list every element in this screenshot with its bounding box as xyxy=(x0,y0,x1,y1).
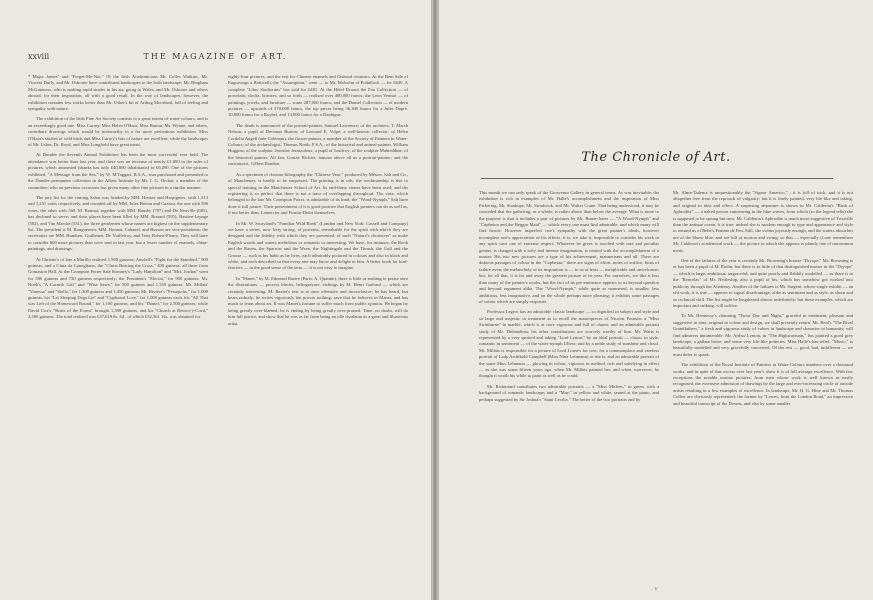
paragraph: Mr. Richmond contributes two admirable portraits — a "Miss Mirlees," in green, with a background of romantic landscape; and a "May," in yellow and white, seated at the piano, and perhaps suggested by Sir Joshua's "Saint Cecilia." The better of the two portraits and by xyxy=(479,383,659,402)
left-column-2 xyxy=(228,74,408,331)
paragraph: Professor Legros has an admirable classic landscape — so dignified in subject and style and so large and majestic in treatment as to recall the masterpieces of Nicolas Poussin; a "Miss Swinburne" in marble, which is at once vigorous and full of charm; and an admirable portrait study of Mr. Thibaudeau; his other contributions are scarcely worthy of him. Mr. Watts is represented by a very spirited and taking "Lord Lytton;" by an ideal portrait — classic in style, romantic in sentiment — of the water-nymph Ulfrea; and by a noble study of sunshine and cloud. Mr. Millais is responsible for a picture of Lord Lorne's for cost; for a commonplace and careless portrait of Lady Archibald Campbell (Miss Nina Lehmann) as she is; and an admirable portrait of the same Miss Lehmann — glowing in colour, vigorous in method, rich and satisfying in effect — as she was some fifteen years ago, when Mr. Millais painted her, and when, moreover, he thought it worth his while to paint as well as he could. xyxy=(479,309,659,379)
left-page xyxy=(0,0,432,600)
paragraph: Mr. Alma-Tadema is unquestionably the "Signor Americo," ; it is full of trick, and it is not altogether free from the reproach of vulgarity; but it is finely painted, very life-like and taking, and original in idea and effect. A surprising departure is shown in Mr. Calderon's "Birth of Aphrodite" — a naked person vanneuring in the blue waves, from which (so the legend tells) she is supposed to be sprung but now. Mr. Calderon's Aphrodite is much more suggestive of Trouville than the antique ocean, it is true; indeed she is modern enough to type and appearance and style to remind us of Bebe's Femme de Feu. Still, she swims joyously enough, and the waters about her are of the bluest blue, and are full of motion and swing; so that — especially if one remembers Mr. Calderon's academical work — the picture in which she appears is plainly one of uncommon merit. xyxy=(673,190,853,253)
running-head xyxy=(28,52,403,66)
page-number: v xyxy=(654,586,658,592)
paragraph: In Mr. W. Swayland's "Familiar Wild Birds" (London and New York: Cassell and Company) we have a series, now forty strong, of portraits, remarkable for the spirit with which they are designed and the fidelity with which they are presented, of such "Nature's choristers" as make English woods and waters melodious or romantic or interesting. We have, for instance, the Rook and the Raven, the Sparrow and the Wren, the Nightingale and the Thrush, the Gull and the Grouse — such is his habit as he lives, each admirably pictured in colours and also in black and white, and each described so that every one may know and delight in him. A better book for bird-fanciers — in the good sense of the term — it is not easy to imagine. xyxy=(228,220,408,271)
paragraph: * Major James" and "Forget-Me-Not." Of the Irish Academicians Mr. Colles Watkins, Mr. Vincent Duffy, and Mr. Osborne have contributed landscapes to the Irish landscape; Mr. Bingham McGuinness, who is making rapid strides in his art, going to Wales, and Mr. Osborne and others abroad, for their inspiration, all with a good result. In the way of landscapes, however, the exhibition contains few works better than Mr. Usher's bit of Arthog Moorland, full of feeling and sympathy with nature. xyxy=(28,74,208,112)
paragraph: As a specimen of chromo-lithography the "Chinese Vase," produced by Messrs. Salt and Co., of Manchester, is hardly to be surpassed. The printing is in oils; the workmanship is due to special training in the Manchester School of Art. Its end-thirty stones have been used; and the registering is so perfect that there is not a trace of overlapping throughout. The vase, which belonged to the late Mr. Crompton Potter, is admirable of its kind; the "Wood-Nymph," Salt have done it full justice. Their presentment of it is good positive that English printers can do as well as, if not better than, Lemercier and Firmin-Didot themselves. xyxy=(228,171,408,216)
running-title: THE MAGAZINE OF ART. xyxy=(143,52,288,61)
folio-number: xxviii xyxy=(28,52,50,61)
paragraph: The jury list for the coming Salon was headed by MM. Henner and Harpignies, with 1,313 and 1,251 votes respectively, and rounded off by MM. Jules Breton and Cazeau, the one with 596 votes, the other with 568. M. Bonnat, together with MM. Baudry (707) and De Neuville (683), has declined to serve; and their places have been filled by MM. Bouard (595), Bastien-Lepage (582), and Van Marcke (531), the three gentlemen whose names are highest on the supplementary list. The president is M. Bouguereau; MM. Bonnat, Cabanel, and Busson are vice-presidents; the secretaries are MM. Humbert, Guillemet, De Vuillefroy, and Tony Robert-Fleury. They will have to consider 600 more pictures than were sent in last year, but a lesser number of enamels, china-paintings, and drawings. xyxy=(28,194,208,252)
paragraph: At Christie's of late a Murillo realised 1,900 guineas; Ansdell's "Fight for the Standard," 900 guineas; and a Cima da Conegliano, the "Christ Bearing the Cross," 400 guineas: all three from Gomaston Hall. At the Crompton Potter Sale Romney's "Lady Hamilton" and "Mrs. Jordan" went for 580 guineas and 730 guineas respectively; the President's "Electra," for 900 guineas; Mr. Hook's "A Cornish Gift" and "Wise Saws," for 500 guineas and 1,550 guineas; Mr. Millais' "Vanessa" and "Stella," for 1,300 guineas and 1,450 guineas; Mr. Riviere's "Persepolis," for 1,000 guineas, his "Let Sleeping Dogs Lie" and "Cupboard Love," for 1,000 guineas each, his "All That was Left of the Homeward Bound," for 1,100 guineas, and his "Daniel," for 2,500 guineas; while David Cox's "Skirts of the Forest" brought 1,390 guineas, and his "Church at Bettws-y-Coed," 2,500 guineas. The total realised was £37,619 8s. 6d., of which £32,561 14s. was obtained for xyxy=(28,256,208,320)
paragraph: The exhibition of the Irish Fine Art Society consists to a great extent of water-colours, and is an exceedingly good one. Miss Currey, Miss Helen O'Hara, Miss Barton, Mr. Wynne, and others, contribute drawings which would be noteworthy in a far more pretentious exhibition. Miss O'Hara's studies of wild birds and Miss Currey's bits of nature are excellent; while the landscapes of Mr. Usher, Dr. Boyd, and Miss Longfield have great merit. xyxy=(28,116,208,148)
title-rule xyxy=(481,178,833,179)
chronicle-title: The Chronicle of Art. xyxy=(581,150,731,165)
paragraph: The exhibition of the Royal Institute of Painters in Water-Colours numbers over a thousand works, and in spite of this excess over last year's show it is of full average excellence. With few exceptions the notable marine pictures, from men whose work is well known as easily recognised, the extensive admission of drawings by the large and ever-increasing circle of outside artists resulting in a few examples of excellence. In landscape, Mr. H. G. Hine and Mr. Thomas Collier are obviously represented; the former by "Lewes, from the London Road," an impressive and beautiful transcript of the Downs, and also by some smaller xyxy=(673,362,853,406)
left-column-1 xyxy=(28,74,208,325)
paragraph: This month we can only speak of the Grosvenor Gallery in general terms. As was inevitable, the exhibition is rich in examples of Mr. Halle's accomplishment and the inspiration of Miss Pickering, Mr. Stanhope, Mr. Strudwick, and Mr. Walter Crane. That being understood, it may be conceded that the gathering, as a whole, is rather above than below the average. What is more to the purpose is that it includes a pair of pictures by Mr. Burne-Jones — "A Wood-Nymph" and "Cupheton and the Beggar Maid" — which every one must find admirable, and which many will find heroic. However imperfect one's sympathy with the great painter's ideals, however incomplete one's appreciation of his effects, it is, we take it, impossible to consider his work in any spirit save one of extreme respect. Whatever he gives is touched with rare and peculiar genius, is charged with a lofty and intense imagination, is treated with the accomplishment of a master. His two new pictures are a type of his achievement, mannerisms and all. There are dubious passages of colour in the "Cophetua;" there are signs of effort, notes of artifice, hints of failure even; the melancholy of its inspiration is — to us at least — inexplicable and unwelcome; but, for all that, it is far and away the greatest picture of its year. For ourselves, we like it less than many of the painter's works, but the fact of its pre-eminence appears to us beyond question and beyond argument alike. The "Wood-Nymph," while quite as mannered, is smaller, less ambitious, less imaginative, and on the whole perhaps more pleasing; it exhibits some passages of colour which are simply exquisite. xyxy=(479,190,659,304)
paragraph: The death is announced of the portrait-painter, Samuel Lawrence; of the architect, T. Marsh Nelson, a pupil of Decimus Burton; of Leonard E. Volpé, a well-known collector; of Helen Cordelia Angell (née Coleman), the flower-painter, a member of the Society of Painters in Water-Colours; of the archæologist, Thomas North, F.S.A.; of the historical and animal-painter, William Huggins; of the sculptor, Jaroslav Jermouleux, a pupil of Jouffroy; of the sculptor Mahieddine; of the historical painter, Ali Jan; Gustav Richter, famous above all as a portrait-painter; and the caricaturist, Gilbert Randon. xyxy=(228,122,408,167)
paragraph: In "Manet," by M. Edmond Bazire (Paris: A. Quantin), there is little or nothing to praise save the illustrations — process blocks, heliogravure, etchings by M. Henri Guérard — which are certainly interesting. M. Bazire's text is at once offensive and inconclusive; he has heard, but hears nobody; he writes vigorously but proves nothing, save that he believes in Manet, and has much to learn about art. It was Manet's fortune to suffer much from public opinion. He began by being greatly over-blamed; he is ending by being greatly over-praised. Time, no doubt, will do him full justice, and show that he was as far from being an idle charlatan as a great and illustrious artist. xyxy=(228,275,408,326)
paragraph: One of the failures of the year is certainly Mr. Browning's bronze "Dryope." Mr. Browning is or has been a pupil of M. Rodin; but there is as little of that distinguished master in the "Dryope" — which is large, ambitious, ungraceful, and quite poorly and flabbily modelled — as there is in the "Rencelac" of Mr. Nettleship, also a pupil of his, which has somehow got worked into publicity through the Academy. Another of the failures is Mr. Sargent, whose single exhibit — an old work, it is true — appears to signal disadvantage, alike as sentiment and as style, as shorn and so technical skill. The list might be lengthened almost indefinitely; but these examples, which are important and striking, will suffice. xyxy=(673,258,853,308)
paragraph: eighty-four pictures, and the rest for Chinese enamels and Oriental ceramics. At the Bent Sale of Engravings a Botticelli, the "Assumption," went — to Mr. Malcolm of Poltalloch — for £640. A complete "Liber Studiorum" has sold for £481. At the Hôtel Drouot the Fau Collection — of porcelain, clocks, bronzes, and so forth — realised over 400,000 francs; the Leon Venturi — of paintings, jewels, and furniture — some 287,000 francs; and the Dansel Collection — of modern pictures — upwards of 270,000 francs, the top prices being 36,300 francs for a Jules Dupré, 10,800 francs for a Roybet, and 13,000 francs for a Daubigny. xyxy=(228,74,408,118)
right-column-2 xyxy=(673,190,853,411)
paragraph: To Mr. Hennessy's charming "Twixt Day and Night," graceful in sentiment, pleasant and suggestive in tone, original in colour and design, we shall presently return. Mr. Reid's "The Rival Grandfathers," a fresh and vigorous study of values in landscape and character in humanity, will find admirers innumerable. Mr. Arthur Lemon, in "The Highwayman," has painted a good grey landscape, a gallant horse, and some very life-like potteries. Miss Hallé's bas-relief, "Music," is beautifully modelled and very gracefully conceived. Of the rest — good, bad, indifferent — we must defer to speak. xyxy=(673,313,853,357)
right-column-1 xyxy=(479,190,659,407)
paragraph: At Dundee the Seventh Annual Exhibition has been the most successful ever held. The attendance was better than last year, and there was an increase of nearly £1,000 in the sales of pictures, which amounted (thanks has only £40,000 inhabitants) to £6,290. One of the pictures exhibited, "A Message from the Sea," by W. M'Taggart, R.S.A., was purchased and presented to the Dundee permanent collection in the Albert Institute by Mr. J. G. Orchar, a member of the committee, who on previous occasions has given many other fine pictures in a similar manner. xyxy=(28,152,208,190)
right-page xyxy=(438,0,873,600)
